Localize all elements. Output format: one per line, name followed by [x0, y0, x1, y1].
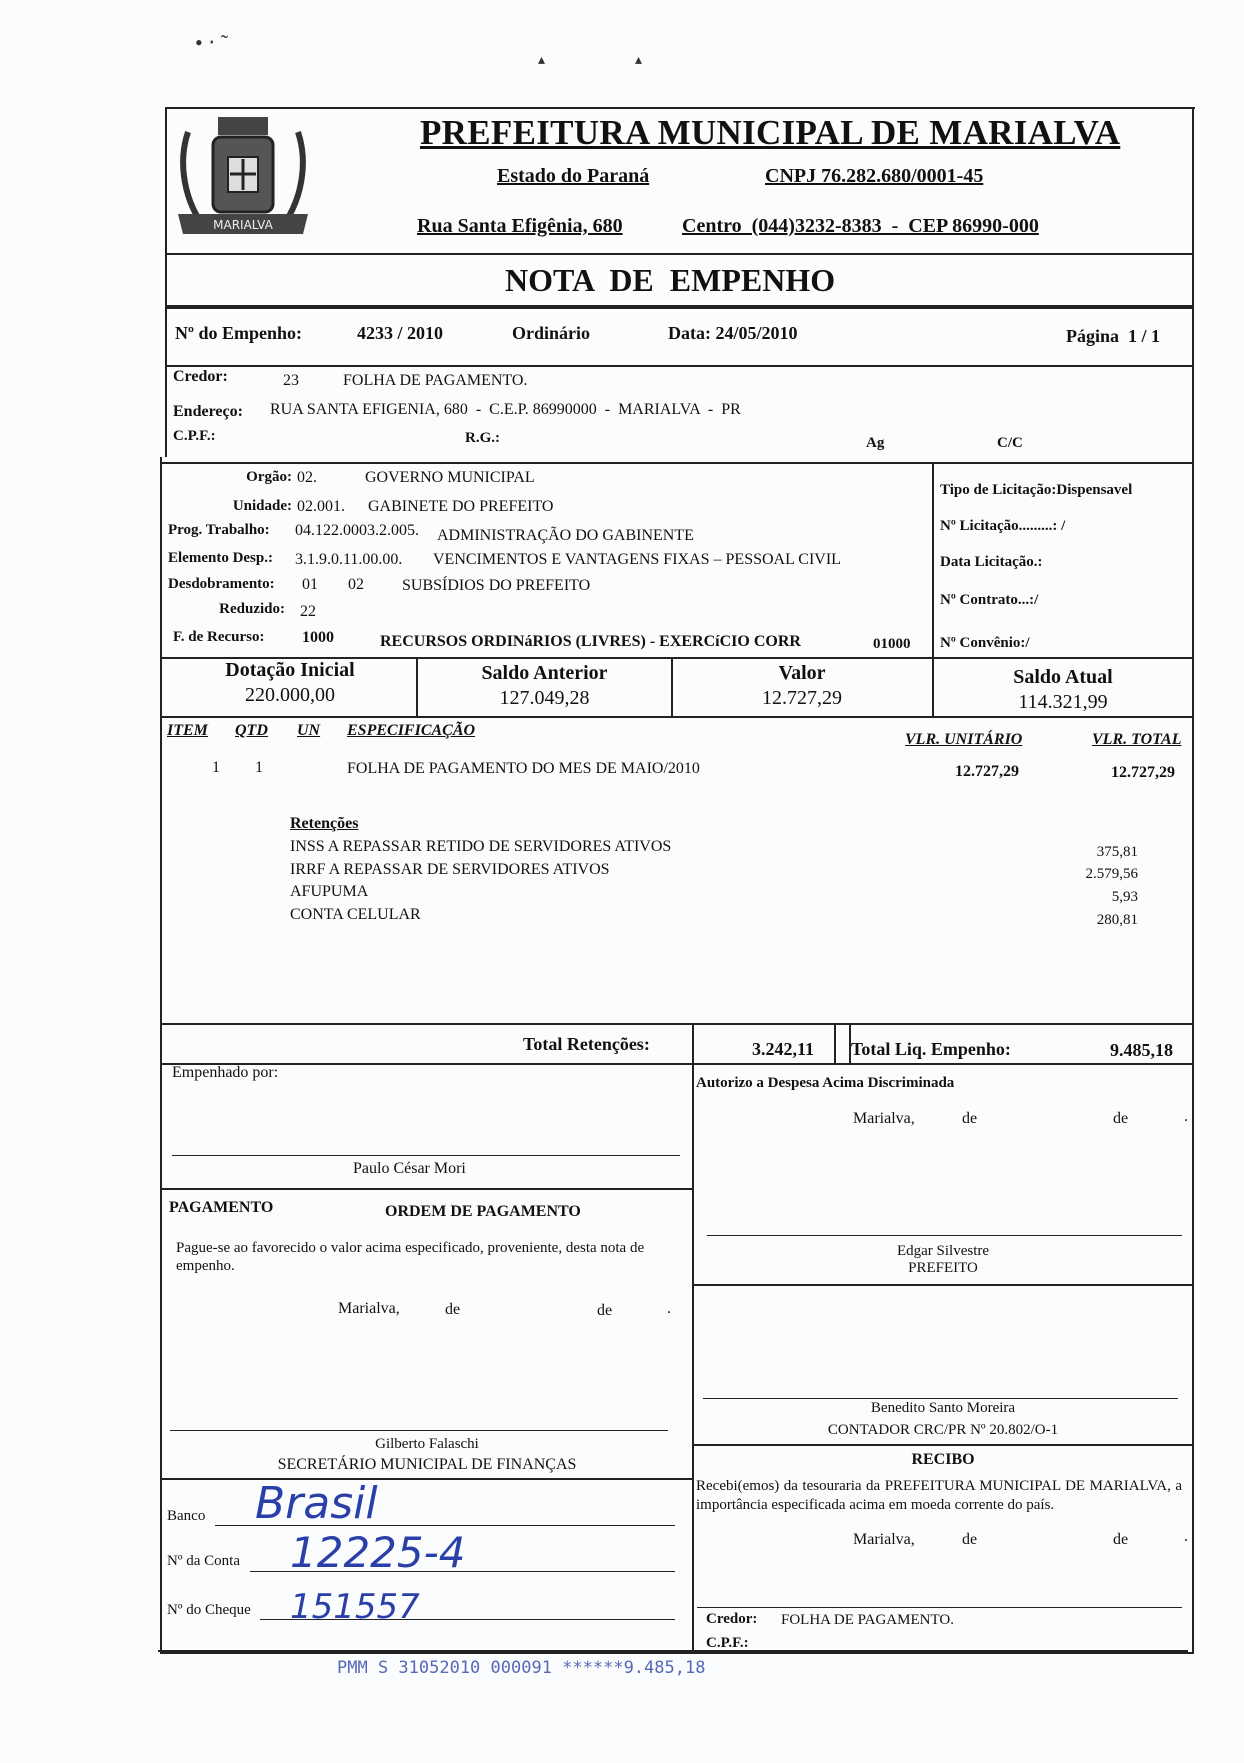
orgao-label: Orgão:	[246, 469, 292, 485]
total-retencoes-value: 3.242,11	[752, 1039, 815, 1059]
account-number-label: Nº da Conta	[167, 1553, 240, 1569]
recurso-code: 1000	[302, 629, 334, 646]
street-address: Rua Santa Efigênia, 680	[417, 215, 623, 237]
address-label: Endereço:	[173, 403, 243, 420]
credor-address: RUA SANTA EFIGENIA, 680 - C.E.P. 86990000 - MARIALVA - PR	[270, 401, 741, 418]
convenio-number: Nº Convênio:/	[940, 635, 1030, 651]
account-number-handwritten: 12225-4	[290, 1528, 466, 1577]
state-name: Estado do Paraná	[497, 165, 650, 187]
elemento-code: 3.1.9.0.11.00.00.	[295, 551, 403, 568]
municipal-seal	[168, 102, 318, 257]
signer-edgar-role: PREFEITO	[908, 1260, 978, 1276]
credor-name: FOLHA DE PAGAMENTO.	[343, 372, 528, 389]
scan-mark: • ‧ ̃	[195, 30, 221, 55]
rg-label: R.G.:	[465, 430, 500, 446]
col-qtd: QTD	[235, 722, 268, 739]
cpf-label: C.P.F.:	[173, 428, 216, 444]
recibo-title: RECIBO	[911, 1451, 975, 1468]
recurso-name: RECURSOS ORDINáRIOS (LIVRES) - EXERCíCIO CORR	[380, 633, 801, 650]
elemento-name: VENCIMENTOS E VANTAGENS FIXAS – PESSOAL CIVIL	[433, 551, 841, 568]
retencao-value: 5,93	[1111, 889, 1138, 905]
empenho-number: 4233 / 2010	[357, 323, 444, 343]
pagamento-period: .	[667, 1300, 671, 1317]
autorizo-de-1: de	[962, 1110, 978, 1127]
retencoes-title: Retenções	[290, 815, 359, 832]
unidade-name: GABINETE DO PREFEITO	[368, 498, 554, 515]
total-liquido-label: Total Liq. Empenho:	[851, 1039, 1011, 1059]
col-item: ITEM	[167, 722, 208, 739]
empenho-type: Ordinário	[512, 323, 591, 343]
empenho-number-label: Nº do Empenho:	[175, 323, 302, 343]
dotacao-value: 220.000,00	[245, 684, 335, 706]
ordem-pagamento-label: ORDEM DE PAGAMENTO	[385, 1203, 581, 1220]
autorizo-period: .	[1184, 1108, 1188, 1125]
pagamento-de-2: de	[597, 1302, 613, 1319]
elemento-label: Elemento Desp.:	[168, 550, 273, 566]
cheque-number-label: Nº do Cheque	[167, 1602, 251, 1618]
prog-code: 04.122.0003.2.005.	[295, 522, 419, 539]
col-total-value: VLR. TOTAL	[1092, 731, 1182, 748]
licitacao-date: Data Licitação.:	[940, 554, 1043, 570]
signer-gilberto-role: SECRETÁRIO MUNICIPAL DE FINANÇAS	[277, 1456, 577, 1473]
desdobramento-name: SUBSÍDIOS DO PREFEITO	[402, 577, 591, 594]
recurso-number: 01000	[873, 636, 911, 652]
saldo-anterior-value: 127.049,28	[499, 687, 590, 709]
valor-label: Valor	[778, 662, 826, 684]
signer-benedito: Benedito Santo Moreira	[870, 1400, 1016, 1416]
recibo-de-2: de	[1113, 1531, 1129, 1548]
pague-se-text: Pague-se ao favorecido o valor acima especificado, proveniente, desta nota de empenho.	[176, 1240, 645, 1274]
recibo-credor-name: FOLHA DE PAGAMENTO.	[781, 1612, 954, 1628]
saldo-anterior-label: Saldo Anterior	[481, 662, 608, 684]
pagamento-city: Marialva,	[338, 1300, 400, 1317]
item-number: 1	[212, 759, 220, 776]
payment-stamp: PMM S 31052010 000091 ******9.485,18	[337, 1658, 706, 1678]
contract-number: Nº Contrato...:/	[940, 592, 1039, 608]
signer-paulo: Paulo César Mori	[353, 1160, 466, 1177]
desdobramento-code-2: 02	[348, 576, 364, 593]
account-label: C/C	[997, 435, 1023, 451]
total-liquido-value: 9.485,18	[1110, 1040, 1173, 1060]
retencao-value: 2.579,56	[1085, 866, 1138, 882]
scan-mark: ▴	[635, 53, 643, 68]
item-description: FOLHA DE PAGAMENTO DO MES DE MAIO/2010	[347, 760, 700, 777]
retencao-value: 375,81	[1096, 844, 1138, 860]
col-unit-value: VLR. UNITÁRIO	[905, 731, 1023, 748]
credor-label: Credor:	[173, 368, 228, 385]
recibo-period: .	[1184, 1528, 1188, 1545]
seal-banner-text: MARIALVA	[213, 218, 273, 232]
retencao-desc: INSS A REPASSAR RETIDO DE SERVIDORES ATIVOS	[290, 838, 672, 855]
saldo-atual-value: 114.321,99	[1018, 691, 1108, 713]
recibo-credor-label: Credor:	[706, 1611, 758, 1627]
scan-mark: ▴	[538, 53, 546, 68]
prog-label: Prog. Trabalho:	[168, 522, 270, 538]
item-qtd: 1	[255, 759, 263, 776]
recibo-de-1: de	[962, 1531, 978, 1548]
saldo-atual-label: Saldo Atual	[1013, 666, 1113, 688]
reduzido-label: Reduzido:	[219, 601, 285, 617]
pagamento-de-1: de	[445, 1301, 461, 1318]
total-retencoes-label: Total Retenções:	[523, 1034, 650, 1054]
signer-edgar: Edgar Silvestre	[896, 1243, 990, 1259]
prog-name: ADMINISTRAÇÃO DO GABINENTE	[437, 527, 694, 544]
licitacao-number: Nº Licitação.........: /	[940, 518, 1066, 534]
valor-value: 12.727,29	[762, 687, 842, 709]
page-number: Página 1 / 1	[1066, 326, 1161, 346]
city-hall-title: PREFEITURA MUNICIPAL DE MARIALVA	[420, 113, 1121, 152]
bank-handwritten: Brasil	[255, 1478, 378, 1529]
bank-label: Banco	[167, 1508, 206, 1524]
licitacao-type	[940, 482, 1132, 499]
unidade-code: 02.001.	[297, 498, 345, 515]
empenhado-por-label: Empenhado por:	[172, 1064, 279, 1081]
cheque-number-handwritten: 151557	[290, 1587, 420, 1627]
desdobramento-label: Desdobramento:	[168, 576, 275, 592]
item-total-value: 12.727,29	[1111, 764, 1175, 781]
signer-gilberto: Gilberto Falaschi	[375, 1436, 479, 1452]
retencao-desc: IRRF A REPASSAR DE SERVIDORES ATIVOS	[290, 861, 610, 878]
retencao-value: 280,81	[1096, 912, 1138, 928]
dotacao-label: Dotação Inicial	[225, 659, 355, 681]
recurso-label: F. de Recurso:	[173, 629, 265, 645]
cnpj: CNPJ 76.282.680/0001-45	[765, 165, 984, 187]
signer-benedito-role: CONTADOR CRC/PR Nº 20.802/O-1	[827, 1422, 1059, 1438]
retencao-desc: AFUPUMA	[290, 883, 369, 900]
licitacao-type-text: Tipo de Licitação:Dispensavel	[940, 482, 1133, 498]
pagamento-label: PAGAMENTO	[169, 1199, 274, 1216]
agency-label: Ag	[866, 435, 885, 451]
unidade-label: Unidade:	[232, 498, 292, 514]
reduzido-code: 22	[300, 603, 316, 620]
recibo-city: Marialva,	[853, 1531, 915, 1548]
col-un: UN	[297, 722, 321, 739]
col-especificacao: ESPECIFICAÇÃO	[347, 722, 476, 739]
orgao-code: 02.	[297, 469, 317, 486]
recibo-text: Recebi(emos) da tesouraria da PREFEITURA MUNICIPAL DE MARIALVA, a importância especificada acima em moeda corrente do país.	[696, 1478, 1182, 1513]
desdobramento-code: 01	[302, 576, 318, 593]
recibo-cpf-label: C.P.F.:	[706, 1635, 749, 1651]
autorizo-city: Marialva,	[853, 1110, 915, 1127]
orgao-name: GOVERNO MUNICIPAL	[365, 469, 535, 486]
autorizo-label: Autorizo a Despesa Acima Discriminada	[696, 1075, 955, 1091]
item-unit-value: 12.727,29	[955, 763, 1019, 780]
empenho-date: Data: 24/05/2010	[668, 323, 798, 343]
address-contact: Centro (044)3232-8383 - CEP 86990-000	[682, 215, 1039, 237]
document-title: NOTA DE EMPENHO	[505, 262, 836, 298]
credor-code: 23	[283, 372, 299, 389]
retencao-desc: CONTA CELULAR	[290, 906, 421, 923]
autorizo-de-2: de	[1113, 1110, 1129, 1127]
